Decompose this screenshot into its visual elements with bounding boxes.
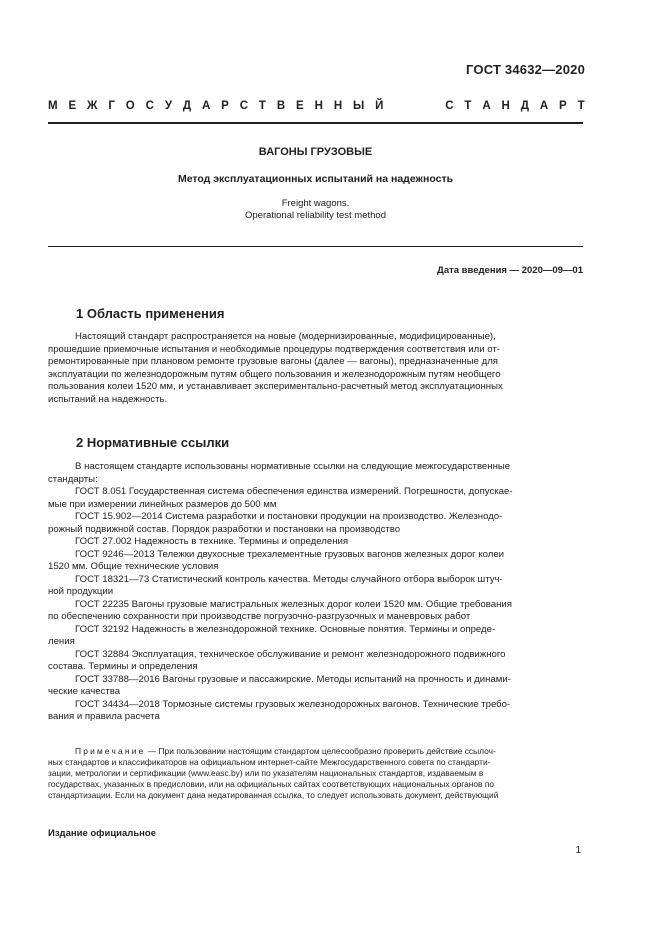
reference-line: вания и правила расчета	[48, 711, 160, 722]
section-2-body	[48, 461, 583, 724]
section-1-line: Настоящий стандарт распространяется на новые (модернизированные, модифицированные),	[75, 331, 496, 342]
banner-letter: С	[239, 100, 249, 112]
section-2-heading: 2 Нормативные ссылки	[76, 435, 230, 450]
note-line: зации, метрологии и сертификации (www.easc.by) или по указателям национальных стандартов, издаваемым в	[48, 768, 484, 778]
reference-line: рожный подвижной состав. Порядок разработки и постановки на производство	[48, 523, 401, 535]
official-edition-label: Издание официальное	[48, 828, 156, 839]
section-1-line: прошедшие приемочные испытания и необходимые процедуры подтверждения соответствия или от-	[48, 343, 500, 355]
reference-line: ГОСТ 15.902—2014 Система разработки и постановки продукции на производство. Железнодо-	[75, 511, 503, 522]
banner-letter: М	[48, 100, 58, 112]
header-rule	[48, 122, 583, 124]
banner-letter: Н	[314, 100, 323, 112]
page-number: 1	[575, 845, 581, 856]
reference-line: по обеспечению сохранности при производстве погрузочно-разгрузочных и маневровых работ	[48, 611, 471, 622]
banner-letter: Г	[108, 100, 115, 112]
note-line: государствах, указанных в предисловии, или на официальных сайтах соответствующих национальных органов по	[48, 779, 495, 789]
note-line: ных стандартов и классификаторов на официальном интернет-сайте Межгосударственного совета по стандарти-	[48, 757, 491, 767]
banner-letter: Т	[577, 100, 585, 112]
banner-letter: Ж	[87, 100, 98, 112]
banner-letter: Т	[464, 100, 472, 112]
reference-line: ления	[48, 636, 75, 647]
reference-line: ГОСТ 32884 Эксплуатация, техническое обслуживание и ремонт железнодорожного подвижного	[75, 648, 506, 660]
reference-line: В настоящем стандарте использованы нормативные ссылки на следующие межгосударственные	[75, 461, 511, 472]
banner-letter: Е	[296, 100, 304, 112]
note-line: стандартизации. Если на документ дана недатированная ссылка, то следует использовать документ, действующий	[48, 790, 499, 800]
banner-letter: Ы	[353, 100, 365, 112]
standard-number: ГОСТ 34632—2020	[466, 62, 585, 77]
title-rule	[48, 246, 583, 247]
banner-letter: С	[145, 100, 154, 112]
section-1-line: пользования колеи 1520 мм, и устанавливает экспериментально-расчетный метод эксплуатационных	[48, 381, 503, 392]
banner-letter: У	[164, 100, 172, 112]
banner-letter: Т	[258, 100, 266, 112]
banner-letter: Е	[68, 100, 77, 112]
banner-letter: А	[539, 100, 549, 112]
banner-letter: Д	[182, 100, 192, 112]
reference-line: мые при измерении линейных размеров до 500 мм	[48, 498, 277, 510]
banner-letter: В	[276, 100, 286, 112]
note-block	[48, 746, 583, 801]
section-1-line: эксплуатации по железнодорожным путям общего пользования и железнодорожным путям необщего	[48, 368, 501, 380]
banner-letter: О	[125, 100, 135, 112]
banner-letter: Й	[375, 100, 384, 112]
reference-line: ГОСТ 32192 Надежность в железнодорожной технике. Основные понятия. Термины и опреде-	[75, 623, 496, 635]
section-1-heading: 1 Область применения	[76, 306, 225, 321]
section-1-line: ремонтированные при плановом ремонте грузовые вагоны (далее — вагоны), предназначенные для	[48, 356, 498, 367]
reference-line: ной продукции	[48, 586, 114, 597]
banner-letter: А	[201, 100, 211, 112]
english-title-line1: Freight wagons.	[281, 198, 350, 209]
reference-line: ческие качества	[48, 686, 121, 697]
reference-line: ГОСТ 8.051 Государственная система обеспечения единства измерений. Погрешности, допускае-	[75, 486, 513, 497]
reference-line: стандарты:	[48, 473, 98, 485]
reference-line: ГОСТ 22235 Вагоны грузовые магистральных железных дорог колеи 1520 мм. Общие требования	[75, 598, 512, 610]
reference-line: состава. Термины и определения	[48, 661, 198, 672]
reference-line: ГОСТ 18321—73 Статистический контроль качества. Методы случайного отбора выборок штуч-	[75, 573, 503, 585]
reference-line: ГОСТ 33788—2016 Вагоны грузовые и пассажирские. Методы испытаний на прочность и динами-	[75, 673, 511, 685]
banner-letter: А	[482, 100, 491, 112]
reference-line: ГОСТ 34434—2018 Тормозные системы грузовых железнодорожных вагонов. Технические требо-	[75, 698, 511, 710]
banner-letter: Д	[520, 100, 529, 112]
interstate-standard-banner	[48, 100, 585, 118]
introduction-date: Дата введения — 2020—09—01	[437, 265, 583, 276]
section-1-body	[48, 331, 583, 406]
document-title: ВАГОНЫ ГРУЗОВЫЕ	[258, 146, 373, 158]
banner-gap	[394, 100, 434, 118]
reference-line: ГОСТ 27.002 Надежность в технике. Термины и определения	[75, 536, 349, 547]
banner-letter: Н	[333, 100, 343, 112]
note-label: Примечание	[75, 746, 146, 756]
note-first-line-text: — При пользовании настоящим стандартом целесообразно проверить действие ссылоч-	[147, 746, 496, 756]
document-subtitle: Метод эксплуатационных испытаний на надежность	[177, 173, 454, 185]
banner-letter: Р	[221, 100, 229, 112]
english-title-line2: Operational reliability test method	[245, 210, 386, 221]
section-1-line: испытаний на надежность.	[48, 393, 168, 405]
banner-letter: Н	[501, 100, 510, 112]
reference-line: 1520 мм. Общие технические условия	[48, 561, 219, 572]
note-first-line	[48, 746, 583, 757]
reference-line: ГОСТ 9246—2013 Тележки двухосные трехэлементные грузовых вагонов железных дорог колеи	[75, 548, 505, 560]
banner-letter: С	[445, 100, 454, 112]
banner-letter: Р	[559, 100, 567, 112]
